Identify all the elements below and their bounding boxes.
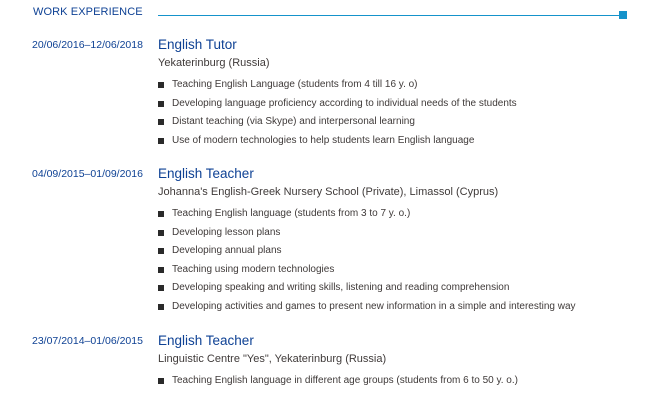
square-bullet-icon bbox=[158, 82, 164, 88]
entry-dates: 20/06/2016–12/06/2018 bbox=[32, 39, 143, 51]
square-bullet-icon bbox=[158, 378, 164, 384]
square-bullet-icon bbox=[158, 101, 164, 107]
entry-body bbox=[158, 166, 638, 317]
entry-duties-list bbox=[158, 76, 638, 150]
square-bullet-icon bbox=[158, 230, 164, 236]
list-item bbox=[158, 224, 638, 243]
list-item-text: Developing annual plans bbox=[172, 245, 282, 257]
list-item-text: Teaching using modern technologies bbox=[172, 263, 335, 275]
entry-employer: Johanna's English-Greek Nursery School (Private), Limassol (Cyprus) bbox=[158, 186, 499, 198]
square-bullet-icon bbox=[158, 138, 164, 144]
section-title: WORK EXPERIENCE bbox=[33, 6, 143, 18]
list-item-text: Developing lesson plans bbox=[172, 226, 281, 238]
list-item bbox=[158, 132, 638, 151]
list-item-text: Developing activities and games to present new information in a simple and interesting way bbox=[172, 300, 576, 312]
list-item-text: Use of modern technologies to help students learn English language bbox=[172, 134, 475, 146]
section-divider bbox=[158, 15, 620, 16]
list-item bbox=[158, 261, 638, 280]
list-item bbox=[158, 113, 638, 132]
square-bullet-icon bbox=[158, 304, 164, 310]
section-header bbox=[0, 0, 651, 24]
entry-employer: Linguistic Centre "Yes", Yekaterinburg (Russia) bbox=[158, 353, 387, 365]
list-item-text: Developing speaking and writing skills, listening and reading comprehension bbox=[172, 282, 510, 294]
list-item-text: Developing language proficiency according to individual needs of the students bbox=[172, 97, 517, 109]
entry-dates: 04/09/2015–01/09/2016 bbox=[32, 168, 143, 180]
entry-body bbox=[158, 333, 638, 391]
square-bullet-icon bbox=[158, 285, 164, 291]
entry-body bbox=[158, 37, 638, 150]
list-item bbox=[158, 298, 638, 317]
square-bullet-icon bbox=[158, 248, 164, 254]
list-item bbox=[158, 279, 638, 298]
entry-dates: 23/07/2014–01/06/2015 bbox=[32, 335, 143, 347]
entry-title: English Tutor bbox=[158, 37, 237, 52]
entry-title: English Teacher bbox=[158, 166, 254, 181]
list-item-text: Teaching English language in different age groups (students from 6 to 50 y. o.) bbox=[172, 375, 518, 386]
entry-duties-list bbox=[158, 205, 638, 317]
section-square-icon bbox=[619, 11, 627, 19]
list-item bbox=[158, 242, 638, 261]
entry-title: English Teacher bbox=[158, 333, 254, 348]
square-bullet-icon bbox=[158, 267, 164, 273]
list-item-text: Teaching English Language (students from 4 till 16 y. o) bbox=[172, 79, 418, 90]
entry-duties-list bbox=[158, 372, 638, 391]
square-bullet-icon bbox=[158, 211, 164, 217]
list-item bbox=[158, 76, 638, 95]
square-bullet-icon bbox=[158, 119, 164, 125]
list-item-text: Teaching English language (students from 3 to 7 y. o.) bbox=[172, 208, 411, 219]
list-item bbox=[158, 95, 638, 114]
list-item bbox=[158, 372, 638, 391]
entry-employer: Yekaterinburg (Russia) bbox=[158, 57, 270, 69]
list-item bbox=[158, 205, 638, 224]
list-item-text: Distant teaching (via Skype) and interpersonal learning bbox=[172, 116, 415, 128]
